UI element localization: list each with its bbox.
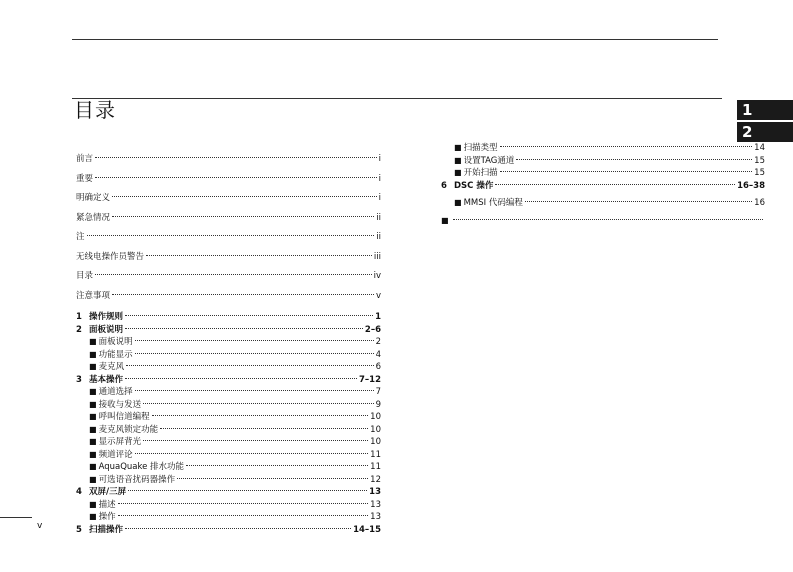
- chapter-number: 6: [441, 180, 447, 191]
- toc-entry[interactable]: [76, 287, 381, 307]
- toc-entry[interactable]: [76, 449, 381, 462]
- toc-entry[interactable]: [441, 142, 765, 155]
- toc-entry-page: 11: [370, 449, 381, 460]
- toc-entry[interactable]: [76, 436, 381, 449]
- dot-leader: [135, 390, 374, 391]
- bullet-square-icon: ■: [89, 462, 97, 471]
- dot-leader: [95, 177, 377, 178]
- toc-entry-label: 呼叫信道编程: [98, 412, 150, 422]
- toc-entry-page: 16–38: [737, 180, 765, 191]
- dot-leader: [112, 216, 374, 217]
- toc-entry-page: 4: [375, 349, 381, 360]
- dot-leader: [143, 403, 374, 404]
- toc-entry-label: 面板说明: [89, 324, 124, 335]
- footer-rule: [0, 517, 32, 518]
- dot-leader: [135, 353, 374, 354]
- toc-entry-page: 13: [370, 512, 381, 522]
- dot-leader: [125, 328, 363, 329]
- toc-entry-page: 10: [370, 424, 381, 435]
- bullet-square-icon: ■: [454, 198, 462, 207]
- chapter-number: 3: [76, 374, 82, 385]
- toc-entry-label: 操作规则: [89, 312, 124, 322]
- toc-entry[interactable]: [76, 511, 381, 524]
- chapter-tab-2[interactable]: 2: [737, 122, 793, 142]
- toc-entry-label: 明确定义: [76, 193, 111, 203]
- toc-entry[interactable]: [441, 167, 765, 180]
- toc-entry-label: 紧急情况: [76, 212, 111, 223]
- dot-leader: [495, 184, 735, 185]
- bullet-square-icon: ■: [89, 412, 97, 421]
- toc-entry-page: 10: [370, 437, 381, 447]
- toc-entry-label: 注: [76, 232, 85, 242]
- toc-entry-label: DSC 操作: [454, 180, 494, 191]
- toc-entry-page: v: [375, 290, 381, 301]
- toc-entry-page: i: [378, 193, 381, 203]
- toc-entry-page: 12: [370, 474, 381, 485]
- toc-left-column: [76, 150, 381, 536]
- toc-entry-label: 可选语音扰码器操作: [98, 474, 176, 485]
- toc-entry[interactable]: [441, 155, 765, 168]
- toc-entry-label: 双屏/三屏: [89, 487, 127, 497]
- dot-leader: [118, 503, 369, 504]
- toc-entry-label: MMSI 代码编程: [463, 198, 523, 208]
- bullet-square-icon: ■: [89, 349, 97, 359]
- page-title: 目录: [74, 98, 116, 122]
- toc-entry[interactable]: [76, 499, 381, 512]
- chapter-number: 4: [76, 487, 82, 497]
- dot-leader: [143, 440, 368, 441]
- toc-entry-page: 15: [754, 155, 765, 166]
- toc-entry-label: 描述: [98, 499, 116, 510]
- dot-leader: [95, 157, 377, 158]
- chapter-number: 2: [76, 324, 82, 335]
- toc-entry[interactable]: [76, 524, 381, 537]
- bullet-square-icon: ■: [89, 512, 97, 521]
- dot-leader: [160, 428, 368, 429]
- toc-entry-page: 13: [369, 487, 381, 497]
- dot-leader: [152, 415, 369, 416]
- toc-entry[interactable]: [76, 311, 381, 324]
- dot-leader: [516, 159, 752, 160]
- toc-entry-label: 接收与发送: [98, 399, 142, 410]
- toc-entry-page: 15: [754, 168, 765, 178]
- bullet-square-icon: ■: [441, 215, 449, 225]
- toc-entry[interactable]: [76, 486, 381, 499]
- dot-leader: [112, 196, 377, 197]
- toc-entry-label: AquaQuake 排水功能: [98, 462, 185, 472]
- title-rule: [72, 98, 722, 99]
- toc-entry-page: iii: [373, 251, 381, 262]
- toc-entry-page: ii: [376, 212, 381, 223]
- toc-entry-label: 开始扫描: [463, 168, 498, 178]
- toc-entry-label: 前言: [76, 154, 94, 164]
- toc-entry-page: 9: [375, 399, 381, 410]
- toc-entry[interactable]: [76, 228, 381, 248]
- toc-entry-page: 7: [375, 387, 381, 397]
- toc-entry[interactable]: [76, 386, 381, 399]
- toc-right-column: [441, 142, 765, 227]
- dot-leader: [135, 340, 374, 341]
- toc-entry-page: 14: [754, 143, 765, 153]
- toc-entry[interactable]: [76, 150, 381, 170]
- header-rule: [72, 39, 718, 40]
- toc-entry-label: 基本操作: [89, 374, 124, 385]
- bullet-square-icon: ■: [89, 474, 97, 484]
- toc-entry-label: 扫描操作: [89, 524, 124, 535]
- toc-entry[interactable]: [76, 170, 381, 190]
- bullet-square-icon: ■: [89, 399, 97, 409]
- dot-leader: [135, 453, 369, 454]
- toc-entry-page: ii: [376, 232, 381, 242]
- dot-leader: [87, 235, 375, 236]
- toc-entry-page: 14–15: [353, 524, 381, 535]
- page-number: v: [37, 521, 43, 531]
- toc-entry-page: 2: [375, 337, 381, 347]
- toc-entry[interactable]: [76, 361, 381, 374]
- dot-leader: [125, 315, 373, 316]
- toc-entry[interactable]: [76, 248, 381, 268]
- bullet-square-icon: ■: [89, 424, 97, 434]
- toc-entry[interactable]: [76, 349, 381, 362]
- dot-leader: [128, 490, 367, 491]
- toc-entry[interactable]: [76, 474, 381, 487]
- dot-leader: [453, 219, 763, 220]
- toc-entry[interactable]: [441, 215, 765, 228]
- dot-leader: [125, 378, 357, 379]
- toc-entry[interactable]: [76, 209, 381, 229]
- toc-entry-page: 6: [375, 362, 381, 372]
- dot-leader: [112, 294, 374, 295]
- dot-leader: [500, 171, 753, 172]
- toc-entry-page: 13: [370, 499, 381, 510]
- toc-entry-label: 通道选择: [98, 387, 133, 397]
- toc-entry[interactable]: [76, 411, 381, 424]
- toc-entry-page: 10: [370, 412, 381, 422]
- toc-entry[interactable]: [76, 399, 381, 412]
- bullet-square-icon: ■: [89, 449, 97, 459]
- bullet-square-icon: ■: [89, 362, 97, 371]
- bullet-square-icon: ■: [89, 337, 97, 346]
- bullet-square-icon: ■: [89, 499, 97, 509]
- bullet-square-icon: ■: [89, 387, 97, 396]
- chapter-number: 5: [76, 524, 82, 535]
- dot-leader: [177, 478, 368, 479]
- toc-entry[interactable]: [76, 267, 381, 287]
- toc-entry[interactable]: [76, 189, 381, 209]
- dot-leader: [125, 528, 351, 529]
- dot-leader: [525, 201, 752, 202]
- chapter-tab-1[interactable]: 1: [737, 100, 793, 120]
- toc-entry-page: iv: [373, 271, 381, 281]
- toc-entry-label: 操作: [98, 512, 116, 522]
- dot-leader: [146, 255, 372, 256]
- bullet-square-icon: ■: [454, 155, 462, 165]
- bullet-square-icon: ■: [454, 168, 462, 177]
- toc-entry-label: 扫描类型: [463, 143, 498, 153]
- chapter-tabs: [737, 100, 793, 144]
- toc-entry-label: 重要: [76, 173, 94, 184]
- chapter-number: 1: [76, 312, 82, 322]
- toc-entry-label: 麦克风: [98, 362, 125, 372]
- toc-entry-label: 显示屏背光: [98, 437, 142, 447]
- toc-entry-label: 设置TAG通道: [463, 155, 515, 166]
- toc-entry-page: i: [378, 173, 381, 184]
- toc-entry[interactable]: [76, 461, 381, 474]
- toc-entry[interactable]: [76, 324, 381, 337]
- bullet-square-icon: ■: [89, 437, 97, 446]
- toc-entry[interactable]: [76, 424, 381, 437]
- toc-entry[interactable]: [76, 374, 381, 387]
- toc-entry-page: 7–12: [359, 374, 381, 385]
- toc-entry-label: 注意事项: [76, 290, 111, 301]
- toc-entry-page: 11: [370, 462, 381, 472]
- toc-entry-label: 目录: [76, 271, 94, 281]
- toc-entry-page: i: [378, 154, 381, 164]
- toc-entry-label: 面板说明: [98, 337, 133, 347]
- dot-leader: [126, 365, 374, 366]
- toc-entry-label: 麦克风锁定功能: [98, 424, 159, 435]
- toc-entry-label: 功能显示: [98, 349, 133, 360]
- toc-entry-page: 2–6: [364, 324, 381, 335]
- dot-leader: [118, 515, 369, 516]
- toc-entry-page: 16: [754, 198, 765, 208]
- toc-entry-label: 无线电操作员警告: [76, 251, 145, 262]
- bullet-square-icon: ■: [454, 143, 462, 152]
- dot-leader: [186, 465, 368, 466]
- toc-entry-page: 1: [375, 312, 381, 322]
- toc-entry-label: 频道评论: [98, 449, 133, 460]
- dot-leader: [95, 274, 372, 275]
- toc-entry[interactable]: [441, 180, 765, 193]
- toc-entry[interactable]: [441, 197, 765, 210]
- dot-leader: [500, 146, 753, 147]
- toc-entry[interactable]: [76, 336, 381, 349]
